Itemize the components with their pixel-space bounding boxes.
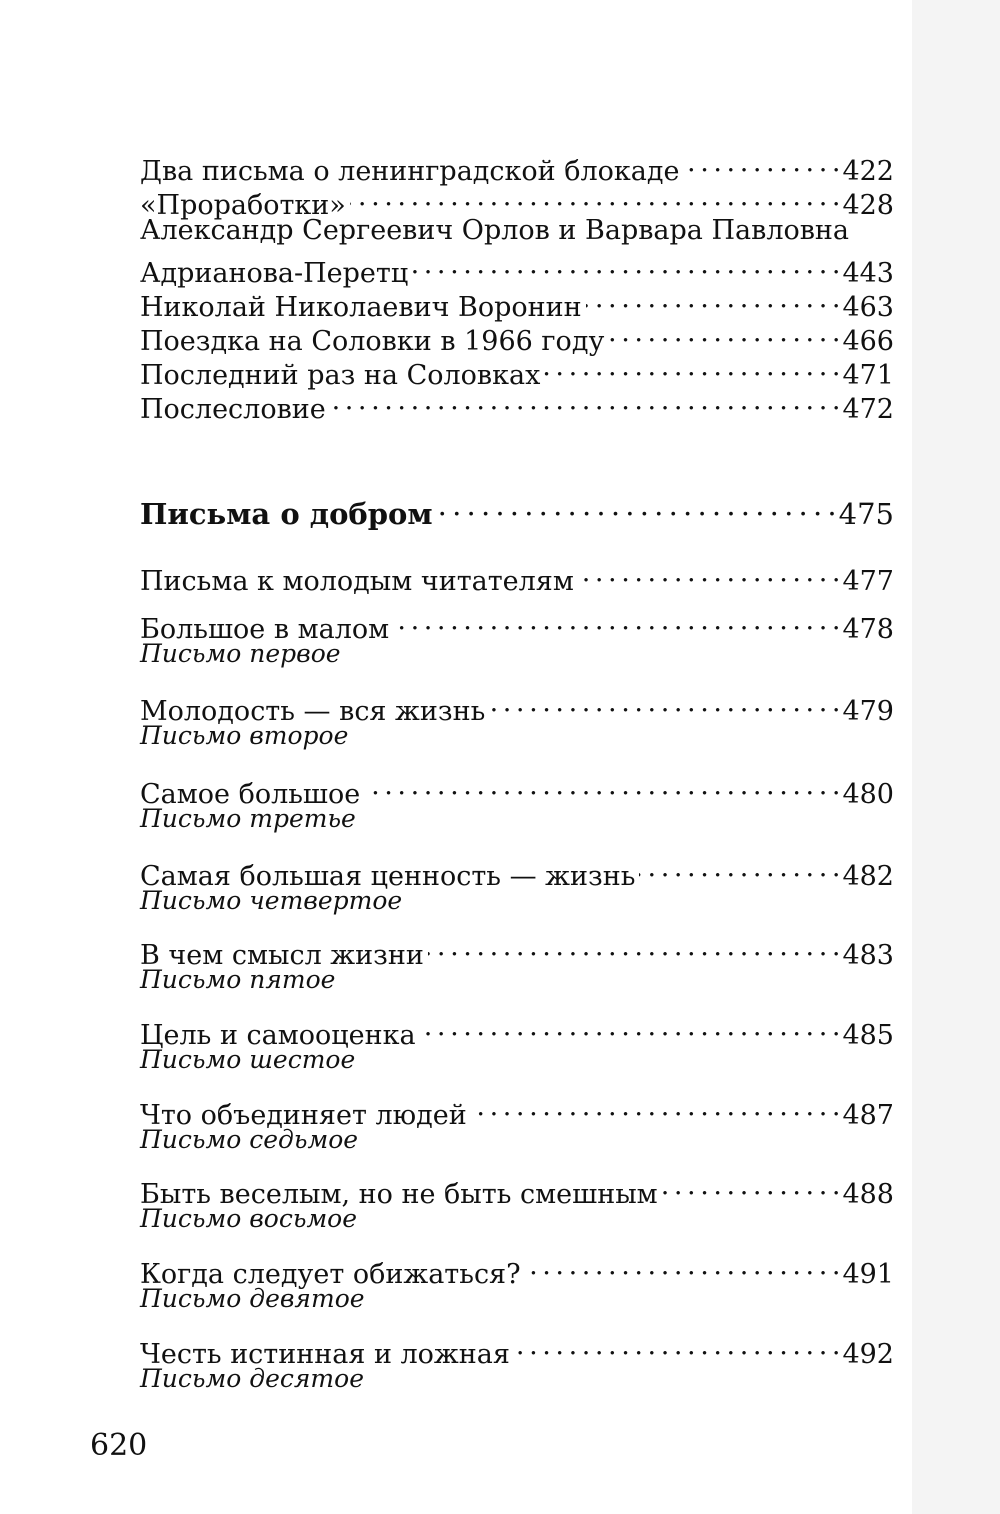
toc-entry-title-line1[interactable]: Александр Сергеевич Орлов и Варвара Павловна — [140, 215, 850, 246]
toc-entry-title: Самая большая ценность — жизнь — [140, 861, 636, 892]
toc-section-entry[interactable] — [140, 486, 894, 531]
toc-entry-subtitle: Письмо первое — [140, 639, 341, 668]
leader-dots — [350, 180, 839, 214]
toc-entry-subtitle: Письмо третье — [140, 804, 356, 833]
leader-dots — [437, 486, 835, 524]
toc-entry-subtitle: Письмо седьмое — [140, 1125, 359, 1154]
toc-entry-subtitle: Письмо девятое — [140, 1284, 365, 1313]
toc-entry-title: Последний раз на Соловках — [140, 360, 541, 391]
leader-dots — [662, 1169, 839, 1203]
toc-entry-page: 479 — [842, 696, 894, 727]
page-number: 620 — [90, 1428, 148, 1463]
toc-entry-page: 480 — [842, 779, 894, 810]
toc-entry-page: 487 — [842, 1100, 894, 1131]
toc-entry-page: 491 — [842, 1259, 894, 1290]
toc-entry[interactable] — [140, 1249, 894, 1315]
leader-dots — [428, 930, 839, 964]
toc-entry[interactable] — [140, 1090, 894, 1156]
leader-dots — [639, 851, 838, 885]
toc-entry-page: 477 — [842, 566, 894, 597]
toc-entry-title: Честь истинная и ложная — [140, 1339, 510, 1370]
toc-top-block — [140, 146, 894, 425]
toc-entry-page: 463 — [842, 292, 894, 323]
toc-entry[interactable] — [140, 1169, 894, 1235]
toc-entry-title: Что объединяет людей — [140, 1100, 467, 1131]
toc-entry[interactable] — [140, 1329, 894, 1395]
toc-entry-page: 471 — [842, 360, 894, 391]
toc-entry[interactable] — [140, 769, 894, 835]
leader-dots — [514, 1329, 839, 1363]
toc-entry-subtitle: Письмо десятое — [140, 1364, 364, 1393]
toc-entry-title: Два письма о ленинградской блокаде — [140, 156, 680, 187]
toc-entry[interactable] — [140, 930, 894, 996]
toc-section-heading — [140, 486, 894, 531]
toc-entry-title: Большое в малом — [140, 614, 390, 645]
toc-entry-title: «Проработки» — [140, 190, 346, 221]
toc-entry-subtitle: Письмо четвертое — [140, 886, 403, 915]
toc-entry-title: Николай Николаевич Воронин — [140, 292, 582, 323]
toc-entry-page: 488 — [842, 1179, 894, 1210]
leader-dots — [544, 350, 838, 384]
leader-dots — [330, 384, 839, 418]
toc-entry-title: В чем смысл жизни — [140, 940, 424, 971]
toc-entry[interactable] — [140, 1010, 894, 1076]
toc-entry-subtitle: Письмо шестое — [140, 1045, 356, 1074]
leader-dots — [420, 1010, 839, 1044]
leader-dots — [471, 1090, 839, 1124]
page-gutter — [912, 0, 1000, 1514]
toc-entry-title: Послесловие — [140, 394, 326, 425]
toc-entry[interactable] — [140, 146, 894, 187]
leader-dots — [412, 248, 838, 282]
toc-entry-page: 422 — [842, 156, 894, 187]
leader-dots — [489, 686, 838, 720]
section-page: 475 — [838, 497, 894, 531]
toc-entry-title: Адрианова-Перетц — [140, 258, 409, 289]
leader-dots — [525, 1249, 839, 1283]
leader-dots — [586, 282, 839, 316]
toc-entry-page: 466 — [842, 326, 894, 357]
toc-entry-page: 478 — [842, 614, 894, 645]
toc-entry-page: 485 — [842, 1020, 894, 1051]
toc-entry-page: 428 — [842, 190, 894, 221]
leader-dots — [364, 769, 838, 803]
toc-entry-title: Поездка на Соловки в 1966 году — [140, 326, 605, 357]
toc-entry-title: Письма к молодым читателям — [140, 566, 574, 597]
toc-entry-page: 472 — [842, 394, 894, 425]
leader-dots — [608, 316, 838, 350]
toc-entry-title: Самое большое — [140, 779, 361, 810]
leader-dots — [578, 556, 839, 590]
toc-entry-page: 492 — [842, 1339, 894, 1370]
toc-entry-page: 443 — [842, 258, 894, 289]
leader-dots — [393, 604, 838, 638]
toc-entry-page: 482 — [842, 861, 894, 892]
toc-entry-subtitle: Письмо второе — [140, 721, 349, 750]
toc-entry-title: Быть веселым, но не быть смешным — [140, 1179, 658, 1210]
toc-entry-subtitle: Письмо пятое — [140, 965, 336, 994]
toc-entry-title: Молодость — вся жизнь — [140, 696, 486, 727]
toc-entry[interactable] — [140, 851, 894, 917]
leader-dots — [684, 146, 839, 180]
toc-entry[interactable] — [140, 604, 894, 670]
toc-entry-title: Когда следует обижаться? — [140, 1259, 521, 1290]
toc-entry[interactable] — [140, 248, 894, 289]
toc-entry[interactable] — [140, 686, 894, 752]
toc-entry-page: 483 — [842, 940, 894, 971]
toc-entry-title: Цель и самооценка — [140, 1020, 416, 1051]
toc-entry-subtitle: Письмо восьмое — [140, 1204, 358, 1233]
toc-entry[interactable] — [140, 556, 894, 597]
section-title: Письма о добром — [140, 497, 433, 531]
